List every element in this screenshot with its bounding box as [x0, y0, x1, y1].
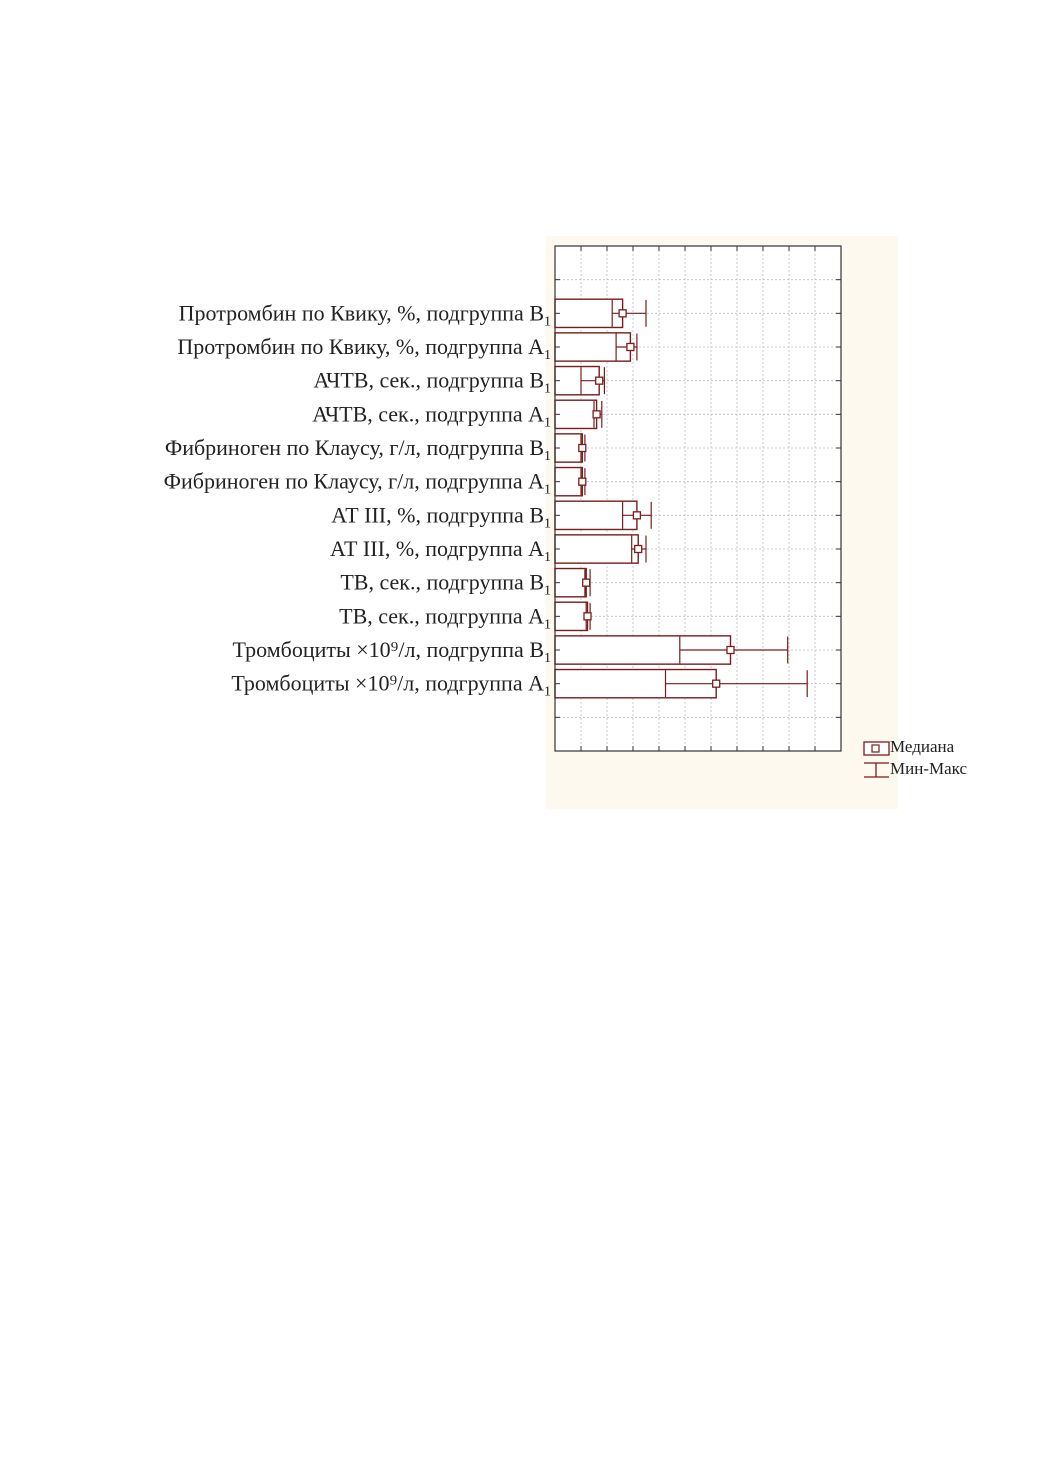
category-label: Протромбин по Квику, %, подгруппа $B_1$ [178, 300, 551, 330]
category-label: ТВ, сек., подгруппа $B_1$ [340, 569, 551, 599]
category-label: АЧТВ, сек., подгруппа $A_1$ [312, 401, 551, 431]
median-marker [713, 680, 720, 687]
category-label: ТВ, сек., подгруппа $A_1$ [339, 603, 551, 633]
median-marker [584, 613, 591, 620]
category-label: Тромбоциты ×10⁹/л, подгруппа $A_1$ [231, 670, 551, 700]
legend-median-label: Медиана [890, 737, 955, 756]
median-marker [579, 445, 586, 452]
median-marker [619, 310, 626, 317]
bar [555, 400, 597, 428]
legend-minmax-label: Мин-Макс [890, 759, 968, 778]
category-label: АТ III, %, подгруппа $B_1$ [331, 502, 551, 532]
category-label: Фибриноген по Клаусу, г/л, подгруппа $A_1$ [163, 468, 551, 498]
category-label: Фибриноген по Клаусу, г/л, подгруппа $B_1$ [164, 435, 551, 464]
median-marker [627, 344, 634, 351]
legend-median-symbol [864, 742, 889, 755]
median-marker [596, 377, 603, 384]
median-marker [727, 647, 734, 654]
category-label: Тромбоциты ×10⁹/л, подгруппа $B_1$ [232, 637, 551, 666]
median-marker [635, 546, 642, 553]
median-marker [593, 411, 600, 418]
category-label: АТ III, %, подгруппа $A_1$ [330, 536, 551, 565]
bar [555, 535, 638, 563]
category-label: Протромбин по Квику, %, подгруппа $A_1$ [177, 334, 551, 363]
median-marker [633, 512, 640, 519]
category-labels [164, 300, 551, 699]
median-marker [579, 478, 586, 485]
median-marker [583, 579, 590, 586]
category-label: АЧТВ, сек., подгруппа $B_1$ [313, 367, 551, 397]
